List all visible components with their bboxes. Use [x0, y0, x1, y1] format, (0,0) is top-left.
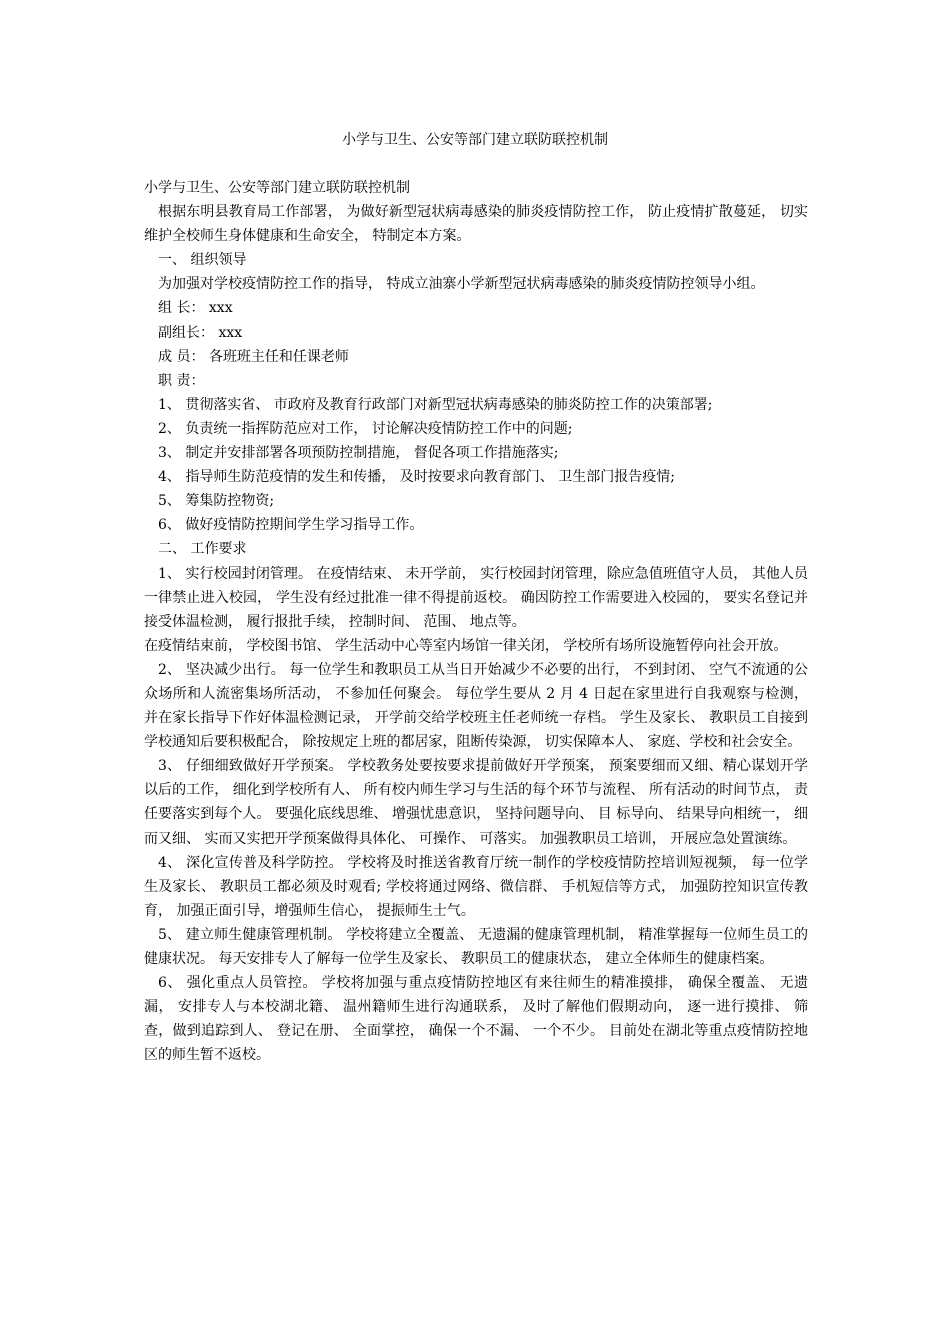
intro-paragraph: 根据东明县教育局工作部署， 为做好新型冠状病毒感染的肺炎疫情防控工作， 防止疫情扩散蔓延， 切实维护全校师生身体健康和生命安全， 特制定本方案。 [144, 204, 808, 245]
list-item: 4、 指导师生防范疫情的发生和传播， 及时按要求向教育部门、 卫生部门报告疫情; [158, 469, 675, 486]
list-item: 6、 做好疫情防控期间学生学习指导工作。 [158, 517, 424, 534]
paragraph: 3、 仔细细致做好开学预案。 学校教务处要按要求提前做好开学预案， 预案要细而又细、精心谋划开学以后的工作， 细化到学校所有人、 所有校内师生学习与生活的每个环节与流程、 所有活动的时间节点， 责任要落实到每个人。 要强化底线思维、 增强忧患意识， 坚持问题导向、 目 标导向、 结果导向相统一， 细而又细、 实而又实把开学预案做得具体化、 可操作、 可落实。 加强教职员工培训， 开展应急处置演练。 [144, 758, 808, 847]
paragraph: 1、 实行校园封闭管理。 在疫情结束、 未开学前， 实行校园封闭管理，除应急值班值守人员， 其他人员一律禁止进入校园， 学生没有经过批准一律不得提前返校。 确因防控工作需要进入校园的， 要实名登记并接受体温检测， 履行报批手续， 控制时间、 范围、 地点等。 [144, 565, 808, 630]
paragraph: 5、 建立师生健康管理机制。 学校将建立全覆盖、 无遗漏的健康管理机制， 精准掌握每一位师生员工的健康状况。 每天安排专人了解每一位学生及家长、 教职员工的健康状态， 建立全体师生的健康档案。 [144, 926, 808, 967]
section-heading-2: 二、 工作要求 [158, 541, 247, 558]
paragraph: 2、 坚决减少出行。 每一位学生和教职员工从当日开始减少不必要的出行， 不到封闭、 空气不流通的公众场所和人流密集场所活动， 不参加任何聚会。 每位学生要从 2 月 4 日起在家里进行自我观察与检测， 并在家长指导下作好体温检测记录， 开学前交给学校班主任老师统一存档。 学生及家长、 教职员工自接到学校通知后要积极配合， 除按规定上班的都居家，阻断传染源， 切实保障本人、 家庭、学校和社会安全。 [144, 661, 808, 751]
list-item: 5、 筹集防控物资; [158, 493, 275, 510]
leader-line: 组 长： xxx [158, 300, 233, 317]
paragraph: 为加强对学校疫情防控工作的指导， 特成立油寨小学新型冠状病毒感染的肺炎疫情防控领导小组。 [158, 276, 765, 293]
paragraph: 在疫情结束前， 学校图书馆、 学生活动中心等室内场馆一律关闭， 学校所有场所设施暂停向社会开放。 [144, 637, 788, 654]
paragraph: 4、 深化宣传普及科学防控。 学校将及时推送省教育厅统一制作的学校疫情防控培训短视频， 每一位学生及家长、 教职员工都必须及时观看; 学校将通过网络、微信群、 手机短信等方式， 加强防控知识宣传教育， 加强正面引导，增强师生信心， 提振师生士气。 [144, 854, 808, 919]
duties-heading: 职 责： [158, 372, 205, 389]
list-item: 2、 负责统一指挥防范应对工作， 讨论解决疫情防控工作中的问题; [158, 420, 573, 437]
list-item: 3、 制定并安排部署各项预防控制措施， 督促各项工作措施落实; [158, 445, 559, 462]
members-line: 成 员： 各班班主任和任课老师 [158, 348, 349, 365]
deputy-leader-line: 副组长： xxx [158, 324, 243, 341]
list-item: 1、 贯彻落实省、 市政府及教育行政部门对新型冠状病毒感染的肺炎防控工作的决策部署; [158, 396, 713, 413]
section-heading-1: 一、 组织领导 [158, 252, 247, 269]
paragraph: 6、 强化重点人员管控。 学校将加强与重点疫情防控地区有来往师生的精准摸排， 确保全覆盖、 无遗漏， 安排专人与本校湖北籍、 温州籍师生进行沟通联系， 及时了解他们假期动向， 逐一进行摸排、 筛查，做到追踪到人、 登记在册、 全面掌控， 确保一个不漏、 一个不少。 目前处在湖北等重点疫情防控地区的师生暂不返校。 [144, 975, 808, 1064]
page-title: 小学与卫生、公安等部门建立联防联控机制 [342, 132, 608, 148]
document-body [144, 176, 808, 1067]
subtitle: 小学与卫生、公安等部门建立联防联控机制 [144, 180, 410, 196]
